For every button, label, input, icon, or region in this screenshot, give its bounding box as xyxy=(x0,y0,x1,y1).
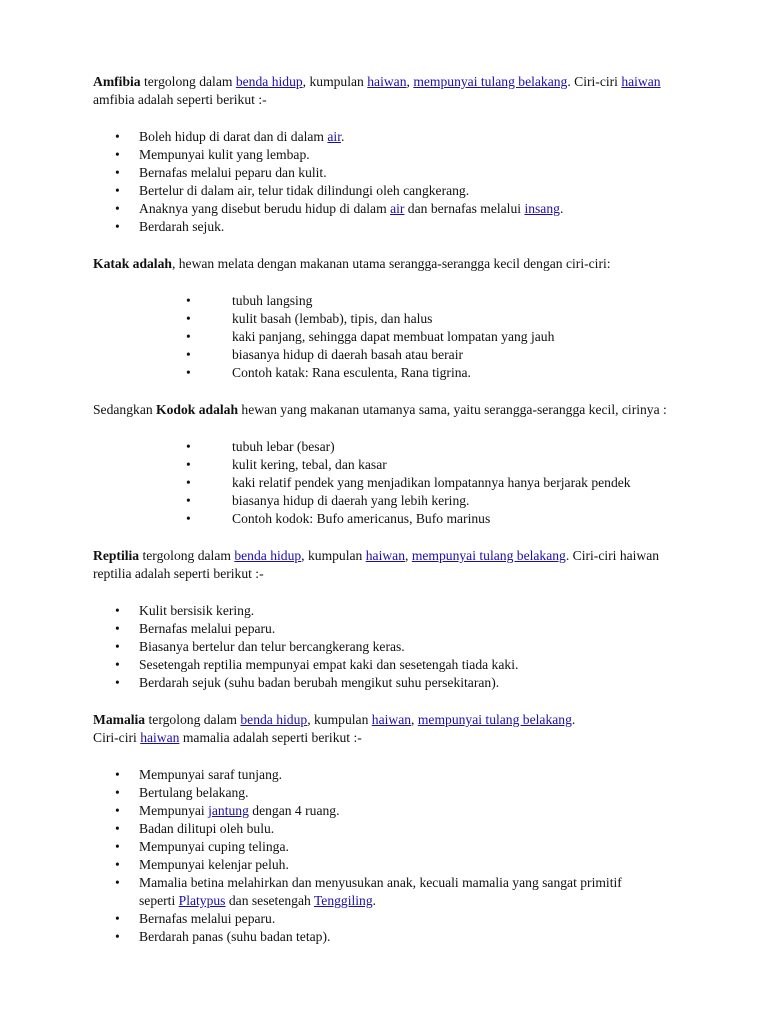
text: tergolong dalam xyxy=(140,74,236,89)
text: Mempunyai xyxy=(139,803,209,818)
list-item: • Mempunyai saraf tunjang. xyxy=(93,766,676,784)
list-item: • Bernafas melalui peparu dan kulit. xyxy=(93,164,676,182)
list-item: • Bertulang belakang. xyxy=(93,784,676,802)
mamalia-list xyxy=(93,766,676,946)
mamalia-intro xyxy=(93,711,676,747)
list-item: • Contoh kodok: Bufo americanus, Bufo marinus xyxy=(93,510,676,528)
list-item: • Berdarah sejuk (suhu badan berubah mengikut suhu persekitaran). xyxy=(93,674,676,692)
link-mempunyai-tulang-belakang[interactable]: mempunyai tulang belakang xyxy=(411,548,566,563)
link-mempunyai-tulang-belakang[interactable]: mempunyai tulang belakang xyxy=(413,74,568,89)
link-haiwan[interactable]: haiwan xyxy=(140,730,180,745)
list-item: • biasanya hidup di daerah yang lebih kering. xyxy=(93,492,676,510)
text: Anaknya yang disebut berudu hidup di dalam xyxy=(139,201,391,216)
text: tergolong dalam xyxy=(139,548,235,563)
text: , hewan melata dengan makanan utama serangga-serangga kecil dengan ciri-ciri: xyxy=(171,256,611,271)
reptilia-list xyxy=(93,602,676,692)
list-item: • kaki relatif pendek yang menjadikan lompatannya hanya berjarak pendek xyxy=(93,474,676,492)
link-haiwan[interactable]: haiwan xyxy=(367,74,407,89)
text: . Ciri-ciri xyxy=(567,74,622,89)
text: . xyxy=(372,893,377,908)
list-item: • Bernafas melalui peparu. xyxy=(93,620,676,638)
text: Sedangkan xyxy=(93,402,157,417)
link-jantung[interactable]: jantung xyxy=(208,803,249,818)
list-item: • kulit basah (lembab), tipis, dan halus xyxy=(93,310,676,328)
list-item: • kaki panjang, sehingga dapat membuat lompatan yang jauh xyxy=(93,328,676,346)
list-item xyxy=(93,874,676,910)
text: , kumpulan xyxy=(301,548,366,563)
list-item: • Bernafas melalui peparu. xyxy=(93,910,676,928)
list-item: • Badan dilitupi oleh bulu. xyxy=(93,820,676,838)
text: . xyxy=(340,129,345,144)
list-item xyxy=(93,128,676,146)
text: , xyxy=(406,74,414,89)
list-item: • Mempunyai cuping telinga. xyxy=(93,838,676,856)
text: , kumpulan xyxy=(302,74,368,89)
kodok-list xyxy=(93,438,676,528)
amfibia-list xyxy=(93,128,676,236)
kodok-intro xyxy=(93,401,676,419)
link-haiwan[interactable]: haiwan xyxy=(365,548,406,563)
link-air[interactable]: air xyxy=(390,201,405,216)
link-insang[interactable]: insang xyxy=(524,201,560,216)
amfibia-term: Amfibia xyxy=(93,74,141,89)
text: , kumpulan xyxy=(307,712,372,727)
list-item: • Bertelur di dalam air, telur tidak dilindungi oleh cangkerang. xyxy=(93,182,676,200)
text: amfibia adalah seperti berikut :- xyxy=(93,92,267,107)
text: dengan 4 ruang. xyxy=(248,803,340,818)
list-item: • kulit kering, tebal, dan kasar xyxy=(93,456,676,474)
list-item xyxy=(93,200,676,218)
list-item: • Sesetengah reptilia mempunyai empat kaki dan sesetengah tiada kaki. xyxy=(93,656,676,674)
katak-intro xyxy=(93,255,676,273)
list-item xyxy=(93,802,676,820)
text: Mamalia betina melahirkan dan menyusukan anak, kecuali mamalia yang sangat primitif seperti xyxy=(139,875,622,908)
list-item: • biasanya hidup di daerah basah atau berair xyxy=(93,346,676,364)
katak-term: Katak adalah xyxy=(93,256,172,271)
reptilia-term: Reptilia xyxy=(93,548,140,563)
link-air[interactable]: air xyxy=(327,129,341,144)
list-item: • Mempunyai kulit yang lembap. xyxy=(93,146,676,164)
list-item: • Kulit bersisik kering. xyxy=(93,602,676,620)
link-haiwan[interactable]: haiwan xyxy=(621,74,661,89)
text: , xyxy=(405,548,412,563)
text: . xyxy=(559,201,564,216)
document-page xyxy=(93,0,676,946)
text: hewan yang makanan utamanya sama, yaitu serangga-serangga kecil, cirinya : xyxy=(238,402,667,417)
katak-list xyxy=(93,292,676,382)
text: , xyxy=(411,712,418,727)
text: dan bernafas melalui xyxy=(404,201,525,216)
link-benda-hidup[interactable]: benda hidup xyxy=(235,74,303,89)
mamalia-term: Mamalia xyxy=(93,712,146,727)
link-benda-hidup[interactable]: benda hidup xyxy=(234,548,302,563)
text: . xyxy=(571,712,576,727)
list-item: • Contoh katak: Rana esculenta, Rana tigrina. xyxy=(93,364,676,382)
list-item: • tubuh lebar (besar) xyxy=(93,438,676,456)
list-item: • Berdarah sejuk. xyxy=(93,218,676,236)
link-benda-hidup[interactable]: benda hidup xyxy=(240,712,308,727)
text: Boleh hidup di darat dan di dalam xyxy=(139,129,328,144)
list-item: • Berdarah panas (suhu badan tetap). xyxy=(93,928,676,946)
link-tenggiling[interactable]: Tenggiling xyxy=(313,893,373,908)
link-haiwan[interactable]: haiwan xyxy=(371,712,412,727)
link-mempunyai-tulang-belakang[interactable]: mempunyai tulang belakang xyxy=(417,712,572,727)
text: Ciri-ciri xyxy=(93,730,141,745)
text: mamalia adalah seperti berikut :- xyxy=(179,730,362,745)
text: tergolong dalam xyxy=(145,712,241,727)
list-item: • tubuh langsing xyxy=(93,292,676,310)
list-item: • Mempunyai kelenjar peluh. xyxy=(93,856,676,874)
kodok-term: Kodok adalah xyxy=(156,402,239,417)
text: . Ciri-ciri haiwan reptilia adalah seperti berikut :- xyxy=(93,548,660,581)
list-item: • Biasanya bertelur dan telur bercangkerang keras. xyxy=(93,638,676,656)
link-platypus[interactable]: Platypus xyxy=(178,893,226,908)
reptilia-intro xyxy=(93,547,676,583)
amfibia-intro xyxy=(93,73,676,109)
text: dan sesetengah xyxy=(225,893,314,908)
